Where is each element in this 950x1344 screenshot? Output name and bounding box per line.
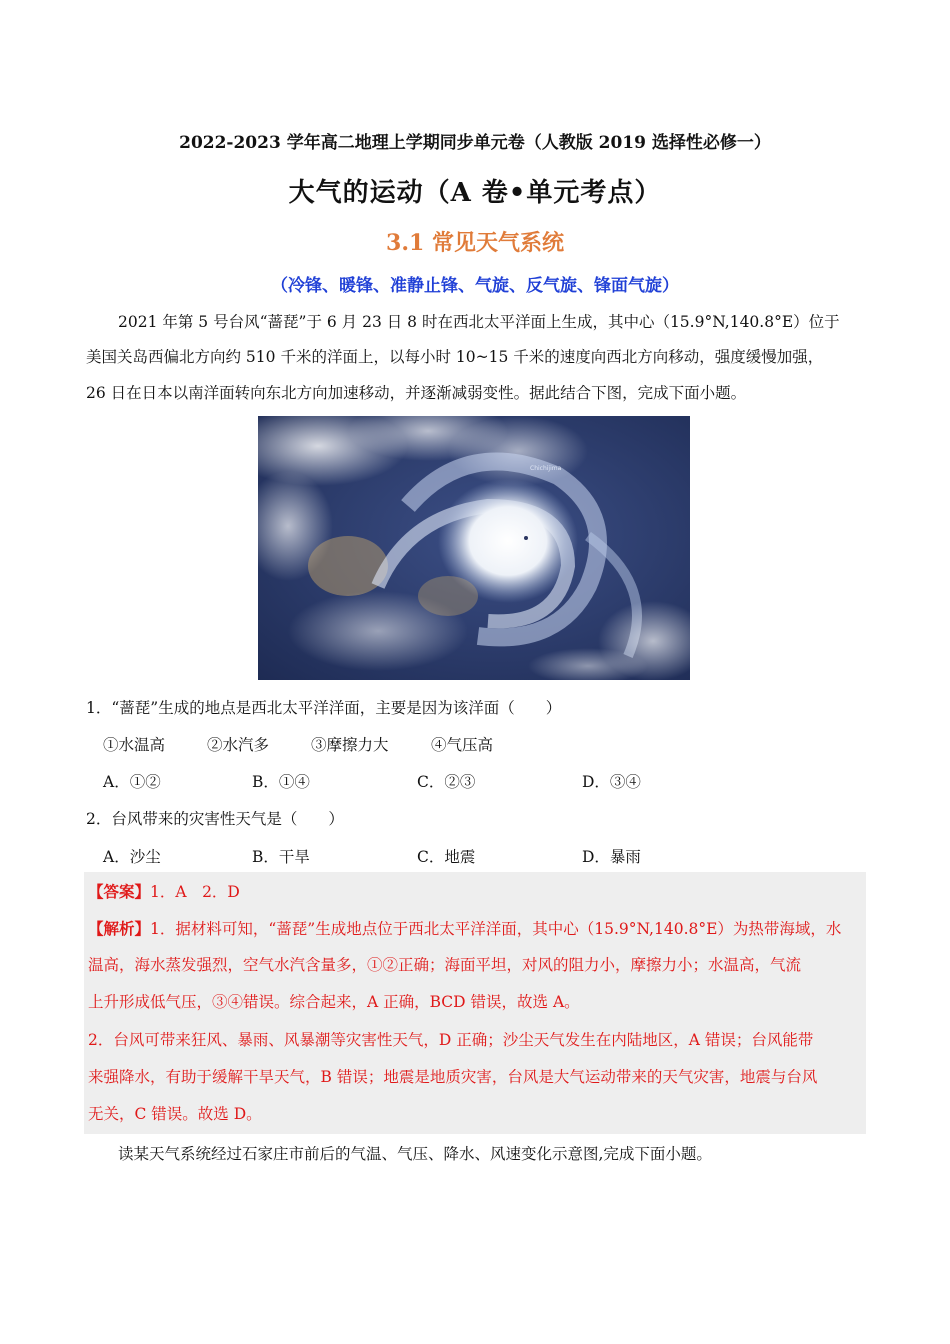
q1-item-3: ③摩擦力大 [311, 736, 389, 754]
q1-item-4: ④气压高 [431, 736, 494, 754]
q1-option-a: A．①② [103, 773, 161, 791]
subtopics-line: （冷锋、暖锋、准静止锋、气旋、反气旋、锋面气旋） [271, 276, 679, 296]
typhoon-satellite-image [258, 416, 690, 680]
map-place-label: Chichijima [530, 465, 562, 472]
q2-option-d: D．暴雨 [582, 848, 641, 866]
question-2-stem: 2．台风带来的灾害性天气是（ ） [86, 810, 344, 828]
analysis-line-3: 上升形成低气压，③④错误。综合起来，A 正确，BCD 错误，故选 A。 [88, 993, 580, 1011]
main-title: 大气的运动（A 卷•单元考点） [288, 178, 662, 208]
intro-line-1: 2021 年第 5 号台风“蔷琵”于 6 月 23 日 8 时在西北太平洋面上生成，其中心（15.9°N,140.8°E）位于 [118, 313, 840, 331]
answer-text: 1．A 2．D [150, 883, 240, 901]
analysis-text-1: 1．据材料可知，“蔷琵”生成地点位于西北太平洋洋面，其中心（15.9°N,140.8°E）为热带海域，水 [150, 920, 842, 938]
answer-line [88, 874, 864, 910]
analysis-line-4: 2．台风可带来狂风、暴雨、风暴潮等灾害性天气，D 正确；沙尘天气发生在内陆地区，A 错误；台风能带 [88, 1031, 814, 1049]
analysis-tag: 【解析】 [88, 919, 151, 938]
analysis-line-2: 温高，海水蒸发强烈，空气水汽含量多，①②正确；海面平坦，对风的阻力小，摩擦力小；水温高，气流 [88, 956, 802, 974]
question-1-stem: 1．“蔷琵”生成的地点是西北太平洋洋面，主要是因为该洋面（ ） [86, 699, 562, 717]
q1-option-c: C．②③ [417, 773, 476, 791]
q1-option-b: B．①④ [252, 773, 310, 791]
q1-item-1: ①水温高 [103, 736, 166, 754]
q2-option-a: A．沙尘 [103, 848, 161, 866]
analysis-line-5: 来强降水，有助于缓解干旱天气，B 错误；地震是地质灾害，台风是大气运动带来的天气灾害，地震与台风 [88, 1068, 818, 1086]
section-title: 3.1 常见天气系统 [386, 230, 564, 256]
analysis-line-6: 无关，C 错误。故选 D。 [88, 1105, 262, 1123]
intro-line-3: 26 日在日本以南洋面转向东北方向加速移动，并逐渐减弱变性。据此结合下图，完成下面小题。 [86, 384, 747, 402]
q1-item-2: ②水汽多 [207, 736, 270, 754]
intro-line-2: 美国关岛西偏北方向约 510 千米的洋面上，以每小时 10~15 千米的速度向西北方向移动，强度缓慢加强， [86, 348, 824, 366]
series-title: 2022-2023 学年高二地理上学期同步单元卷（人教版 2019 选择性必修一） [179, 133, 771, 153]
analysis-line-1 [88, 911, 864, 947]
q2-option-c: C．地震 [417, 848, 476, 866]
q1-option-d: D．③④ [582, 773, 641, 791]
q2-option-b: B．干旱 [252, 848, 310, 866]
answer-tag: 【答案】 [88, 882, 151, 901]
outro-line: 读某天气系统经过石家庄市前后的气温、气压、降水、风速变化示意图,完成下面小题。 [118, 1145, 712, 1163]
